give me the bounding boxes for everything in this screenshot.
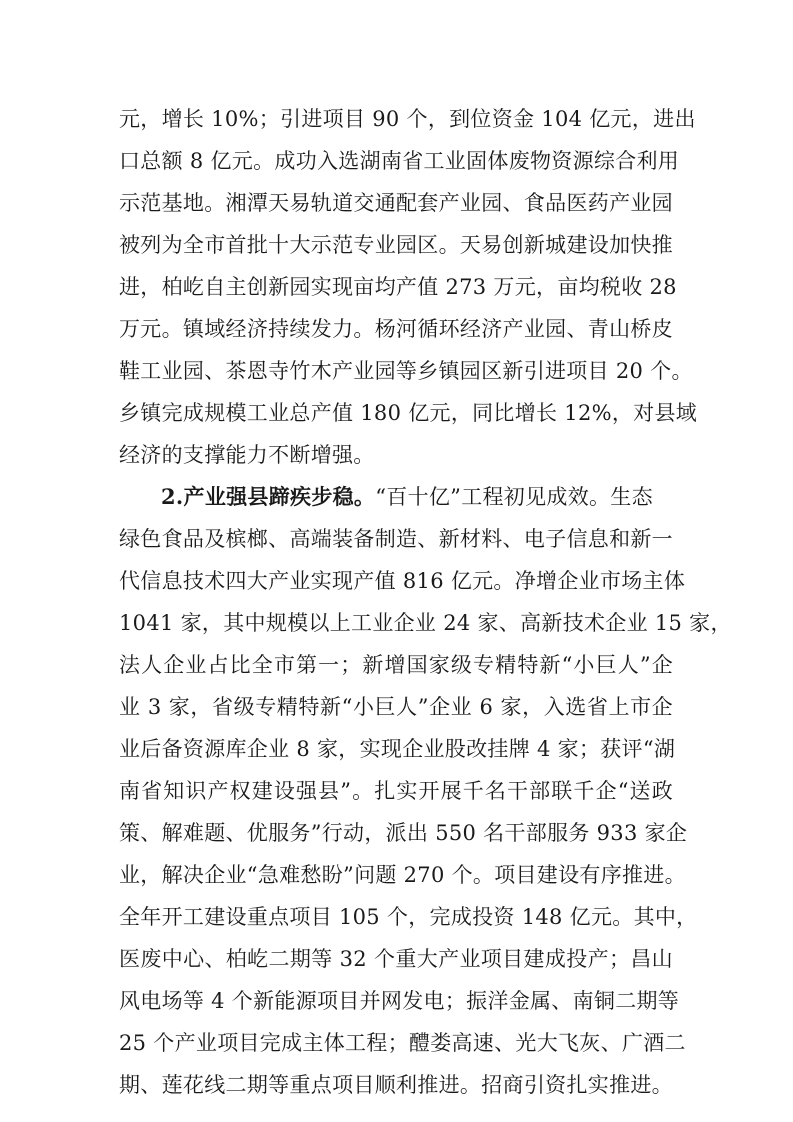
text-line: 1041 家，其中规模以上工业企业 24 家、高新技术企业 15 家， <box>119 611 732 635</box>
text-line: 口总额 8 亿元。成功入选湖南省工业固体废物资源综合利用 <box>119 149 680 173</box>
text-line: 乡镇完成规模工业总产值 180 亿元，同比增长 12%，对县域 <box>119 401 698 425</box>
text-line: 业，解决企业“急难愁盼”问题 270 个。项目建设有序推进。 <box>119 863 686 887</box>
text-line: 策、解难题、优服务”行动，派出 550 名干部服务 933 家企 <box>119 821 688 845</box>
text-line: 经济的支撑能力不断增强。 <box>119 443 375 467</box>
text-line: 万元。镇域经济持续发力。杨河循环经济产业园、青山桥皮 <box>119 317 673 341</box>
text-line: 期、莲花线二期等重点项目顺利推进。招商引资扎实推进。 <box>119 1073 673 1097</box>
text-line: 25 个产业项目完成主体工程；醴娄高速、光大飞灰、广酒二 <box>119 1031 686 1055</box>
text-line: 全年开工建设重点项目 105 个，完成投资 148 亿元。其中， <box>119 905 698 929</box>
text-line: 风电场等 4 个新能源项目并网发电；振洋金属、南铜二期等 <box>119 989 680 1013</box>
text-line: 代信息技术四大产业实现产值 816 亿元。净增企业市场主体 <box>119 569 686 593</box>
text-line: 元，增长 10%；引进项目 90 个，到位资金 104 亿元，进出 <box>119 107 696 131</box>
text-line: 进，柏屹自主创新园实现亩均产值 273 万元，亩均税收 28 <box>119 275 677 299</box>
text-line: 绿色食品及槟榔、高端装备制造、新材料、电子信息和新一 <box>119 527 673 551</box>
section-heading: 2.产业强县蹄疾步稳。 <box>161 484 376 509</box>
text-line: 业后备资源库企业 8 家，实现企业股改挂牌 4 家；获评“湖 <box>119 737 676 761</box>
paragraph-first-line <box>161 477 673 517</box>
text-line: 南省知识产权建设强县”。扎实开展千名干部联千企“送政 <box>119 779 673 803</box>
text-line: 法人企业占比全市第一；新增国家级专精特新“小巨人”企 <box>119 653 673 677</box>
text-span: “百十亿”工程初见成效。生态 <box>375 485 653 509</box>
text-line: 医废中心、柏屹二期等 32 个重大产业项目建成投产；昌山 <box>119 947 673 971</box>
text-line: 鞋工业园、茶恩寺竹木产业园等乡镇园区新引进项目 20 个。 <box>119 359 693 383</box>
text-line: 被列为全市首批十大示范专业园区。天易创新城建设加快推 <box>119 233 673 257</box>
text-line: 业 3 家，省级专精特新“小巨人”企业 6 家，入选省上市企 <box>119 695 673 719</box>
text-line: 示范基地。湘潭天易轨道交通配套产业园、食品医药产业园 <box>119 191 673 215</box>
